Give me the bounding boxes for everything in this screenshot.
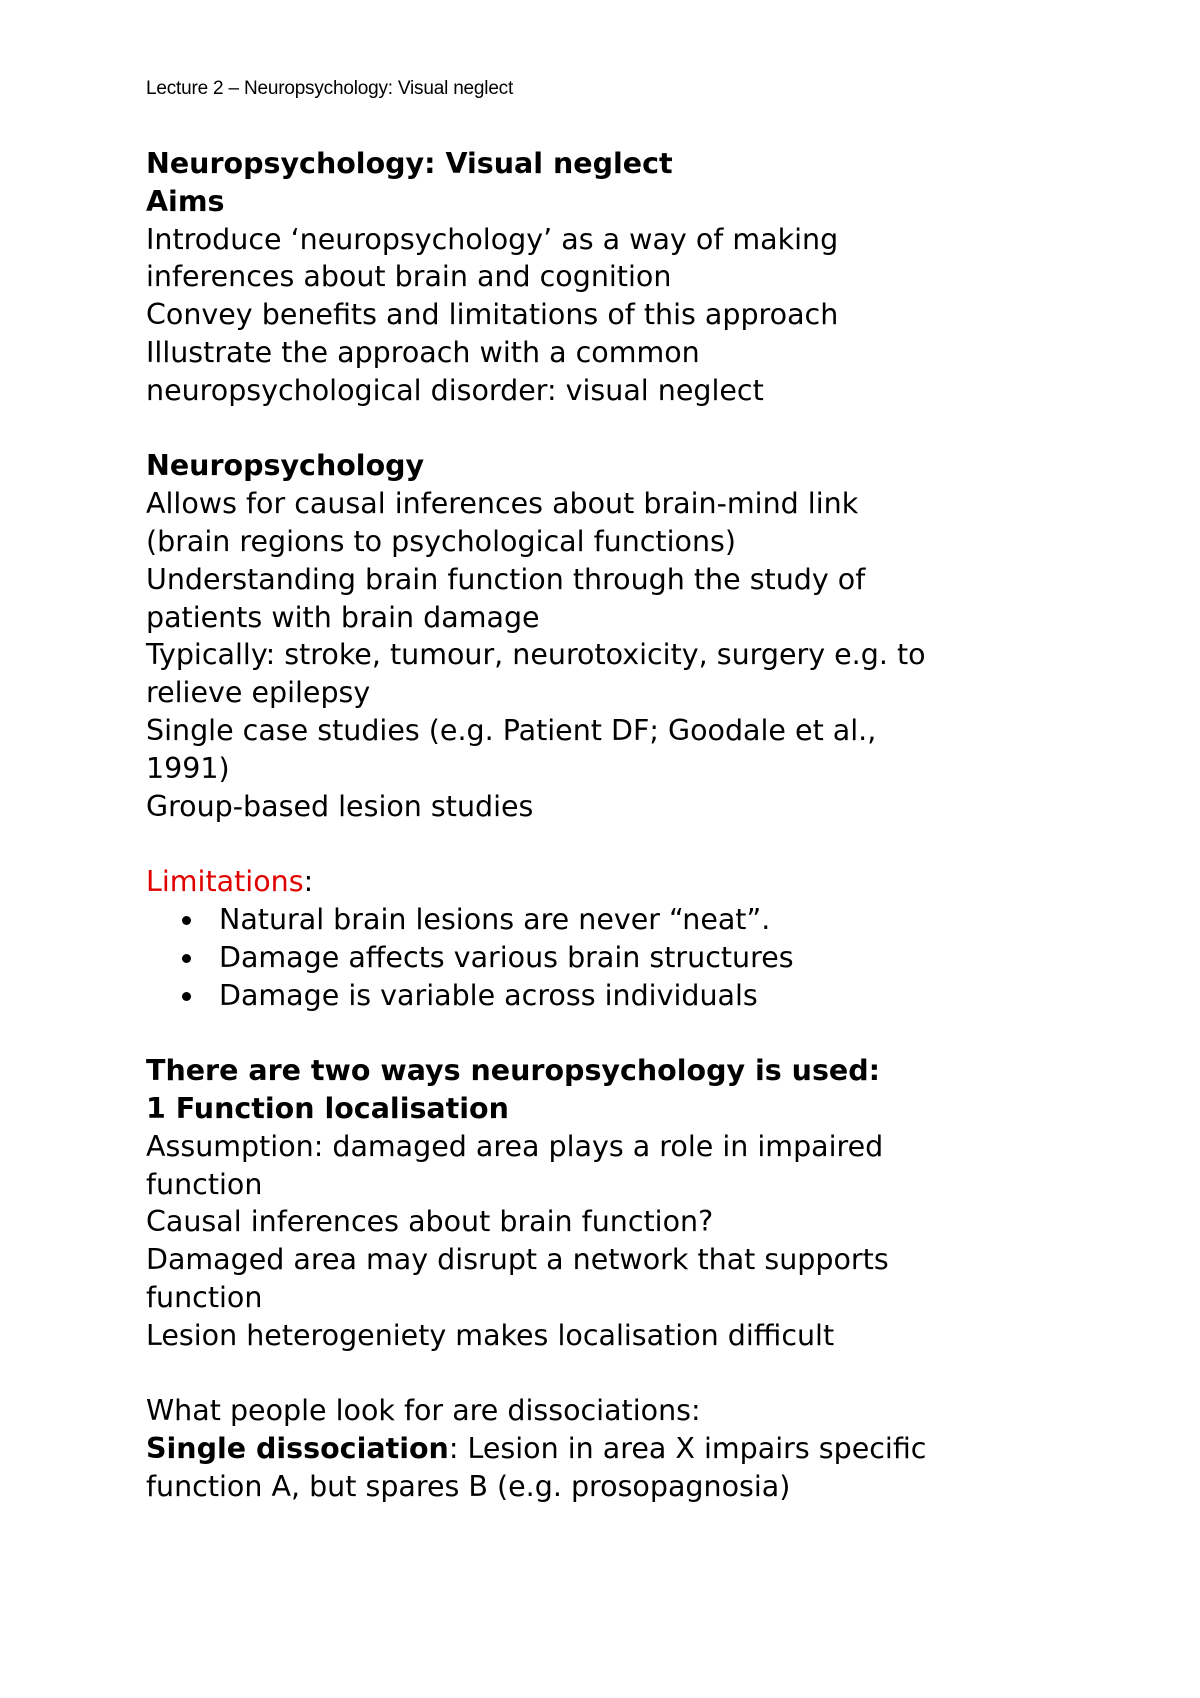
list-item — [146, 901, 1046, 939]
single-dissociation-line — [146, 1430, 1046, 1468]
aims-heading: Aims — [146, 184, 225, 218]
document-body — [146, 145, 1046, 1506]
aims-line: inferences about brain and cognition — [146, 260, 672, 294]
bullet-icon — [182, 916, 191, 925]
limitations-label: Limitations — [146, 865, 304, 899]
localisation-line: Causal inferences about brain function? — [146, 1205, 714, 1239]
single-dissociation-line: function A, but spares B (e.g. prosopagnosia) — [146, 1469, 791, 1503]
neuropsychology-line: Group-based lesion studies — [146, 789, 534, 823]
aims-line: neuropsychological disorder: visual neglect — [146, 373, 764, 407]
neuropsychology-heading: Neuropsychology — [146, 449, 425, 483]
neuropsychology-line: (brain regions to psychological functions) — [146, 524, 736, 558]
localisation-line: Damaged area may disrupt a network that supports — [146, 1243, 889, 1277]
list-item — [146, 977, 1046, 1015]
neuropsychology-line: Understanding brain function through the study of — [146, 562, 866, 596]
neuropsychology-line: Allows for causal inferences about brain-mind link — [146, 487, 859, 521]
localisation-line: function — [146, 1167, 263, 1201]
bullet-icon — [182, 992, 191, 1001]
list-item-text: Damage affects various brain structures — [219, 940, 794, 974]
single-dissociation-text: : Lesion in area X impairs specific — [448, 1432, 927, 1466]
localisation-line: Assumption: damaged area plays a role in impaired — [146, 1129, 884, 1163]
neuropsychology-line: patients with brain damage — [146, 600, 540, 634]
function-localisation-heading: 1 Function localisation — [146, 1091, 509, 1125]
two-ways-heading: There are two ways neuropsychology is used: — [146, 1054, 881, 1088]
single-dissociation-label: Single dissociation — [146, 1432, 449, 1466]
localisation-line: function — [146, 1280, 263, 1314]
neuropsychology-line: 1991) — [146, 751, 230, 785]
neuropsychology-line: Typically: stroke, tumour, neurotoxicity, surgery e.g. to — [146, 638, 926, 672]
limitations-heading — [146, 863, 1046, 901]
neuropsychology-line: Single case studies (e.g. Patient DF; Goodale et al., — [146, 713, 877, 747]
dissociations-intro: What people look for are dissociations: — [146, 1394, 701, 1428]
neuropsychology-line: relieve epilepsy — [146, 676, 371, 710]
list-item — [146, 939, 1046, 977]
bullet-icon — [182, 954, 191, 963]
list-item-text: Natural brain lesions are never “neat”. — [219, 902, 771, 936]
blank-line — [146, 410, 1046, 448]
limitations-list — [146, 901, 1046, 1014]
aims-line: Introduce ‘neuropsychology’ as a way of making — [146, 222, 839, 256]
list-item-text: Damage is variable across individuals — [219, 978, 758, 1012]
aims-line: Convey benefits and limitations of this approach — [146, 298, 839, 332]
blank-line — [146, 1014, 1046, 1052]
localisation-line: Lesion heterogeniety makes localisation difficult — [146, 1318, 835, 1352]
blank-line — [146, 825, 1046, 863]
blank-line — [146, 1355, 1046, 1393]
aims-line: Illustrate the approach with a common — [146, 335, 700, 369]
limitations-colon: : — [303, 865, 314, 899]
running-header: Lecture 2 – Neuropsychology: Visual neglect — [146, 78, 514, 99]
document-title: Neuropsychology: Visual neglect — [146, 147, 673, 180]
